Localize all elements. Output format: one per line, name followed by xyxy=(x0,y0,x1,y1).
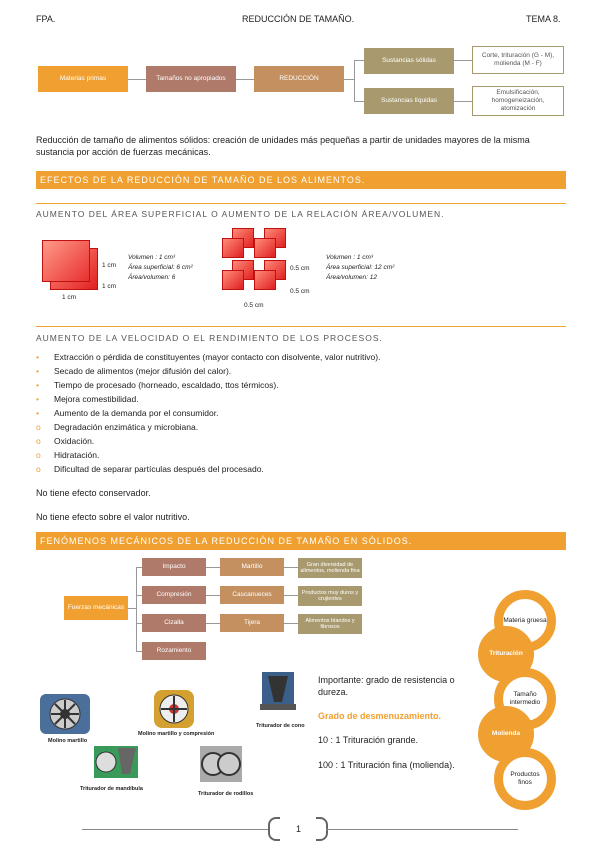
cube1-label-depth: 1 cm xyxy=(102,283,117,290)
intro-paragraph: Reducción de tamaño de alimentos sólidos: creación de unidades más pequeñas a partir de unidades mayores de la misma sustancia por acción de fuerzas mecánicas. xyxy=(36,135,530,157)
cube1-label-height: 1 cm xyxy=(102,262,117,269)
cube2-label-depth: 0.5 cm xyxy=(290,288,310,295)
header-title: REDUCCIÓN DE TAMAÑO. xyxy=(242,14,355,24)
molino-martillo-compresion-image xyxy=(152,688,196,730)
box-liquidas-detail: Emulsificación, homogeneización, atomización xyxy=(472,86,564,116)
box-rozamiento: Rozamiento xyxy=(142,642,206,660)
cube1-area: Área superficial: 6 cm² xyxy=(128,264,193,271)
subhead-area: AUMENTO DEL ÁREA SUPERFICIAL O AUMENTO DE LA RELACIÓN ÁREA/VOLUMEN. xyxy=(36,209,445,219)
list-item: o Dificultad de separar partículas después del procesado. xyxy=(36,464,264,474)
box-tijera: Tijera xyxy=(220,614,284,632)
molino-martillo-image xyxy=(38,690,92,736)
cycle-productos-finos: Productos finos xyxy=(494,748,556,810)
box-cascanueces: Cascanueces xyxy=(220,586,284,604)
triturador-rodillos-image xyxy=(198,744,244,784)
box-solidas-detail: Corte, trituración (G - M), molienda (M - F) xyxy=(472,46,564,74)
label-triturador-cono: Triturador de cono xyxy=(256,723,305,729)
section-efectos: EFECTOS DE LA REDUCCIÓN DE TAMAÑO DE LOS ALIMENTOS. xyxy=(36,171,566,189)
cube2-label-height: 0.5 cm xyxy=(290,265,310,272)
triturador-mandibula-image xyxy=(92,740,140,782)
cube2-area: Área superficial: 12 cm² xyxy=(326,264,395,271)
cycle-arrow-molienda: Molienda xyxy=(478,706,534,762)
box-solidas: Sustancias sólidas xyxy=(364,48,454,74)
box-reduccion: REDUCCIÓN xyxy=(254,66,344,92)
triturador-cono-image xyxy=(258,668,298,712)
label-molino-martillo-compresion: Molino martillo y compresión xyxy=(138,731,215,737)
list-item: • Aumento de la demanda por el consumidor. xyxy=(36,408,219,418)
list-item: • Mejora comestibilidad. xyxy=(36,394,139,404)
box-res1: Gran diversidad de alimentos, molienda fina xyxy=(298,558,362,578)
cube1-volumen: Volumen : 1 cm³ xyxy=(128,254,176,261)
ratio-grande: 10 : 1 Trituración grande. xyxy=(318,735,419,745)
subhead-velocidad: AUMENTO DE LA VELOCIDAD O EL RENDIMIENTO DE LOS PROCESOS. xyxy=(36,333,383,343)
label-triturador-mandibula: Triturador de mandíbula xyxy=(80,786,143,792)
note-conservador: No tiene efecto conservador. xyxy=(36,488,151,498)
ratio-fina: 100 : 1 Trituración fina (molienda). xyxy=(318,760,455,770)
cube2-label-width: 0.5 cm xyxy=(244,302,264,309)
cube2-volumen: Volumen : 1 cm³ xyxy=(326,254,374,261)
list-item: o Degradación enzimática y microbiana. xyxy=(36,422,199,432)
cube2-ratio: Área/volumen: 12 xyxy=(326,274,377,281)
label-triturador-rodillos: Triturador de rodillos xyxy=(198,791,254,797)
box-compresion: Compresión xyxy=(142,586,206,604)
label-molino-martillo: Molino martillo xyxy=(48,738,88,744)
box-materias: Materias primas xyxy=(38,66,128,92)
page-number: 1 xyxy=(296,824,302,834)
box-res2: Productos muy duros y crujientes xyxy=(298,586,362,606)
box-tamanos: Tamaños no apropiados xyxy=(146,66,236,92)
list-item: • Tiempo de procesado (horneado, escaldado, ttos térmicos). xyxy=(36,380,279,390)
list-item: • Extracción o pérdida de constituyentes (mayor contacto con disolvente, valor nutritivo). xyxy=(36,352,381,362)
list-item: o Oxidación. xyxy=(36,436,95,446)
box-res3: Alimentos blandos y fibrosos xyxy=(298,614,362,634)
grado-heading: Grado de desmenuzamiento. xyxy=(318,711,442,721)
cycle-materia-gruesa: Materia gruesa xyxy=(494,590,556,652)
header-left: FPA. xyxy=(36,14,56,24)
box-martillo: Martillo xyxy=(220,558,284,576)
list-item: • Secado de alimentos (mejor difusión del calor). xyxy=(36,366,232,376)
note-nutritivo: No tiene efecto sobre el valor nutritivo. xyxy=(36,512,190,522)
cycle-arrow-trituracion: Trituración xyxy=(478,626,534,682)
box-fuerzas: Fuerzas mecánicas xyxy=(64,596,128,620)
list-item: o Hidratación. xyxy=(36,450,100,460)
cube1-ratio: Área/volumen: 6 xyxy=(128,274,176,281)
section-fenomenos: FENÓMENOS MECÁNICOS DE LA REDUCCIÓN DE TAMAÑO EN SÓLIDOS. xyxy=(36,532,566,550)
box-liquidas: Sustancias líquidas xyxy=(364,88,454,114)
cube1-label-width: 1 cm xyxy=(62,294,77,301)
importante-text: Importante: grado de resistencia o dureza. xyxy=(318,675,455,697)
cycle-tamano-intermedio: Tamaño intermedio xyxy=(494,668,556,730)
box-impacto: Impacto xyxy=(142,558,206,576)
box-cizalla: Cizalla xyxy=(142,614,206,632)
header-right: TEMA 8. xyxy=(526,14,561,24)
